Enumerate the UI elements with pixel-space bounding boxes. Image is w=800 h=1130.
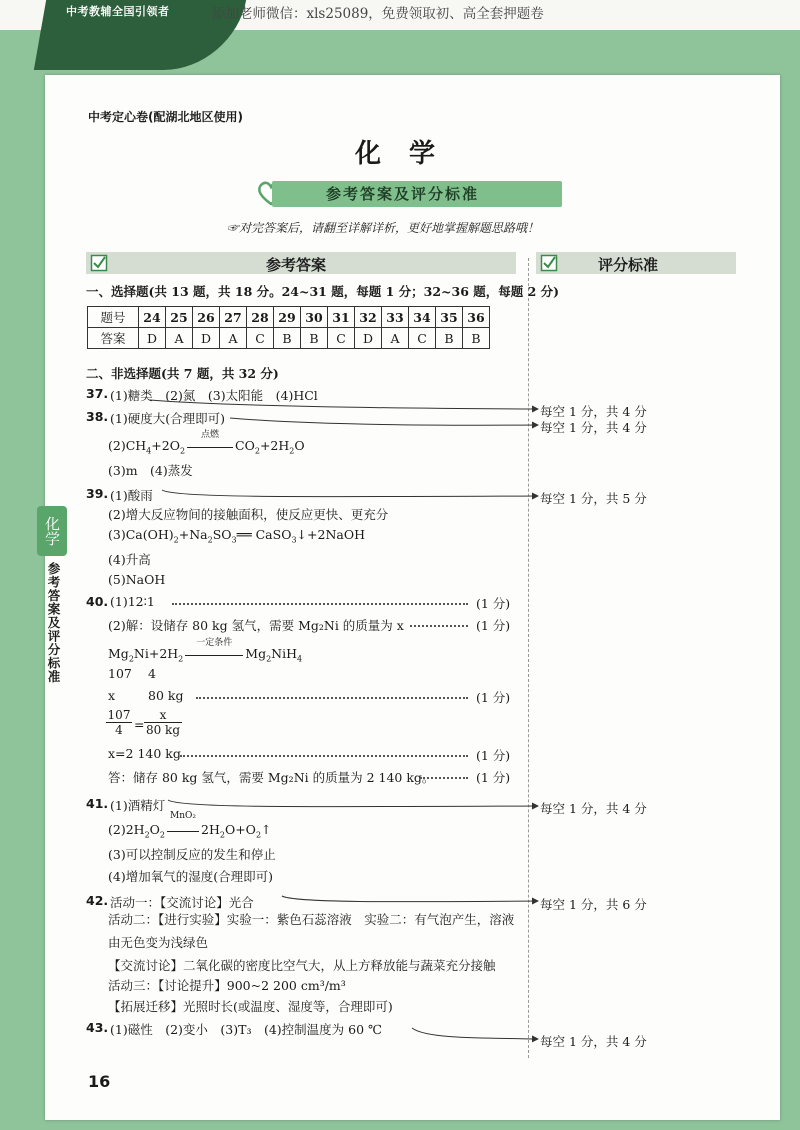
q40-result: x=2 140 kg — [108, 746, 181, 761]
q42-line6: 【拓展迁移】光照时长(或温度、湿度等，合理即可) — [108, 999, 393, 1014]
arrow-line — [168, 800, 538, 807]
table-cell: 34 — [409, 307, 436, 328]
table-cell: 30 — [301, 307, 328, 328]
q40-unknown-a: x — [108, 688, 116, 703]
table-cell: 33 — [382, 307, 409, 328]
table-cell: 32 — [355, 307, 382, 328]
table-cell: B — [436, 328, 463, 349]
q43-answer: (1)磁性 (2)变小 (3)T₃ (4)控制温度为 60 ℃ — [110, 1022, 383, 1037]
table-cell: B — [274, 328, 301, 349]
q41-line4: (4)增加氧气的湿度(合理即可) — [108, 869, 273, 884]
q39-line5: (5)NaOH — [108, 572, 166, 587]
arrow-line — [162, 490, 538, 497]
table-cell: 27 — [220, 307, 247, 328]
arrow-line — [150, 400, 538, 409]
page-title: 化学 — [355, 139, 464, 169]
reaction-catalyst: MnO₂ — [170, 811, 196, 821]
side-tab-label: 参考答案及评分标准 — [46, 562, 61, 684]
scoring-note: 每空 1 分，共 4 分 — [540, 1034, 647, 1049]
part2-title: 二、非选择题(共 7 题，共 32 分) — [86, 366, 279, 381]
q40-unknown-b: 80 kg — [148, 688, 184, 703]
side-tab-subject: 化学 — [37, 506, 67, 556]
arrow-line — [230, 418, 538, 425]
question-number: 41. — [86, 796, 109, 811]
q41-equation: $(2)2H_2O_2$ MnO₂ $2H_2O+O_2↑$ — [108, 811, 272, 840]
q41-line3: (3)可以控制反应的发生和停止 — [108, 847, 276, 862]
q40-line1: (1)12∶1 — [110, 594, 155, 609]
q39-line2: (2)增大反应物间的接触面积，使反应更快、更充分 — [108, 507, 389, 522]
table-cell: 25 — [166, 307, 193, 328]
q39-equation: $(3)Ca(OH)_2+Na_2SO_3══$ CaSO$_3$↓+2NaOH — [108, 527, 365, 545]
table-cell: B — [301, 328, 328, 349]
table-row-label: 题号 — [88, 307, 139, 328]
publisher-badge-text: 中考教辅全国引领者 — [66, 6, 170, 18]
arrow-line — [412, 1028, 538, 1039]
question-number: 38. — [86, 409, 109, 424]
scoring-header-label: 评分标准 — [598, 256, 659, 274]
q40-ratio-a: 107 — [108, 666, 132, 681]
q39-line4: (4)升高 — [108, 552, 151, 567]
q42-line1: 活动一：【交流讨论】光合 — [110, 895, 254, 910]
table-cell: A — [382, 328, 409, 349]
q38-line3: (3)m (4)蒸发 — [108, 463, 193, 478]
q40-equation: $Mg_2Ni+2H_2$ 一定条件 $Mg_2NiH_4$ — [108, 646, 302, 664]
part1-title: 一、选择题(共 13 题，共 18 分。24~31 题，每题 1 分；32~36 题，每题 2 分) — [86, 284, 560, 299]
hint-text: ☞对完答案后，请翻至详解详析，更好地掌握解题思路哦！ — [227, 221, 540, 235]
table-cell: 36 — [463, 307, 490, 328]
watermark-text: 添加老师微信：xls25089，免费领取初、高全套押题卷 — [212, 6, 544, 22]
table-cell: A — [166, 328, 193, 349]
q42-line4: 【交流讨论】二氧化碳的密度比空气大，从上方释放能与蔬菜充分接触 — [108, 958, 496, 973]
question-number: 37. — [86, 386, 109, 401]
banner-text: 参考答案及评分标准 — [326, 185, 480, 203]
scoring-note: 每空 1 分，共 6 分 — [540, 897, 647, 912]
score-mark: (1 分) — [476, 690, 511, 705]
reaction-condition: 点燃 — [201, 430, 220, 440]
book-title: 中考定心卷(配湖北地区使用) — [88, 110, 243, 124]
table-row-label: 答案 — [88, 328, 139, 349]
fraction-numerator: x — [159, 708, 167, 722]
q40-answer: 答：储存 80 kg 氢气，需要 Mg₂Ni 的质量为 2 140 kg。 — [108, 770, 435, 785]
q38-line1: (1)硬度大(合理即可) — [110, 411, 225, 426]
scoring-note: 每空 1 分，共 4 分 — [540, 801, 647, 816]
q38-equation: $(2)CH_4+2O_2$ 点燃 $CO_2+2H_2O$ — [108, 438, 305, 456]
table-cell: 31 — [328, 307, 355, 328]
table-cell: A — [220, 328, 247, 349]
table-cell: B — [463, 328, 490, 349]
table-cell: 29 — [274, 307, 301, 328]
scoring-note: 每空 1 分，共 4 分 — [540, 404, 647, 419]
fraction-denominator: 80 kg — [145, 723, 181, 737]
table-cell: 26 — [193, 307, 220, 328]
q42-line5: 活动三：【讨论提升】900~2 200 cm³/m³ — [108, 978, 346, 993]
q39-line1: (1)酸雨 — [110, 488, 153, 503]
question-number: 42. — [86, 893, 109, 908]
q40-line2: (2)解：设储存 80 kg 氢气，需要 Mg₂Ni 的质量为 x — [108, 618, 404, 633]
question-number: 43. — [86, 1020, 109, 1035]
scoring-note: 每空 1 分，共 5 分 — [540, 491, 647, 506]
q41-line1: (1)酒精灯 — [110, 798, 166, 813]
scoring-note: 每空 1 分，共 4 分 — [540, 420, 647, 435]
table-cell: D — [139, 328, 166, 349]
table-cell: C — [247, 328, 274, 349]
q42-line3: 由无色变为浅绿色 — [108, 935, 209, 950]
table-cell: 28 — [247, 307, 274, 328]
answers-header-label: 参考答案 — [266, 256, 327, 274]
q37-answer: (1)糖类 (2)氮 (3)太阳能 (4)HCl — [110, 388, 318, 403]
score-mark: (1 分) — [476, 596, 511, 611]
score-mark: (1 分) — [476, 748, 511, 763]
table-cell: 35 — [436, 307, 463, 328]
score-mark: (1 分) — [476, 770, 511, 785]
fraction-denominator: 4 — [106, 722, 132, 737]
table-cell: C — [409, 328, 436, 349]
score-mark: (1 分) — [476, 618, 511, 633]
question-number: 40. — [86, 594, 109, 609]
q40-ratio-b: 4 — [148, 666, 156, 681]
page-number: 16 — [88, 1072, 111, 1091]
table-cell: C — [328, 328, 355, 349]
reaction-condition: 一定条件 — [196, 638, 233, 648]
table-cell: 24 — [139, 307, 166, 328]
q42-line2: 活动二：【进行实验】实验一：紫色石蕊溶液 实验二：有气泡产生，溶液 — [108, 912, 515, 927]
table-cell: D — [355, 328, 382, 349]
table-cell: D — [193, 328, 220, 349]
fraction-numerator: 107 — [107, 708, 131, 722]
arrow-line — [282, 896, 538, 902]
question-number: 39. — [86, 486, 109, 501]
equals-sign: = — [134, 717, 145, 732]
